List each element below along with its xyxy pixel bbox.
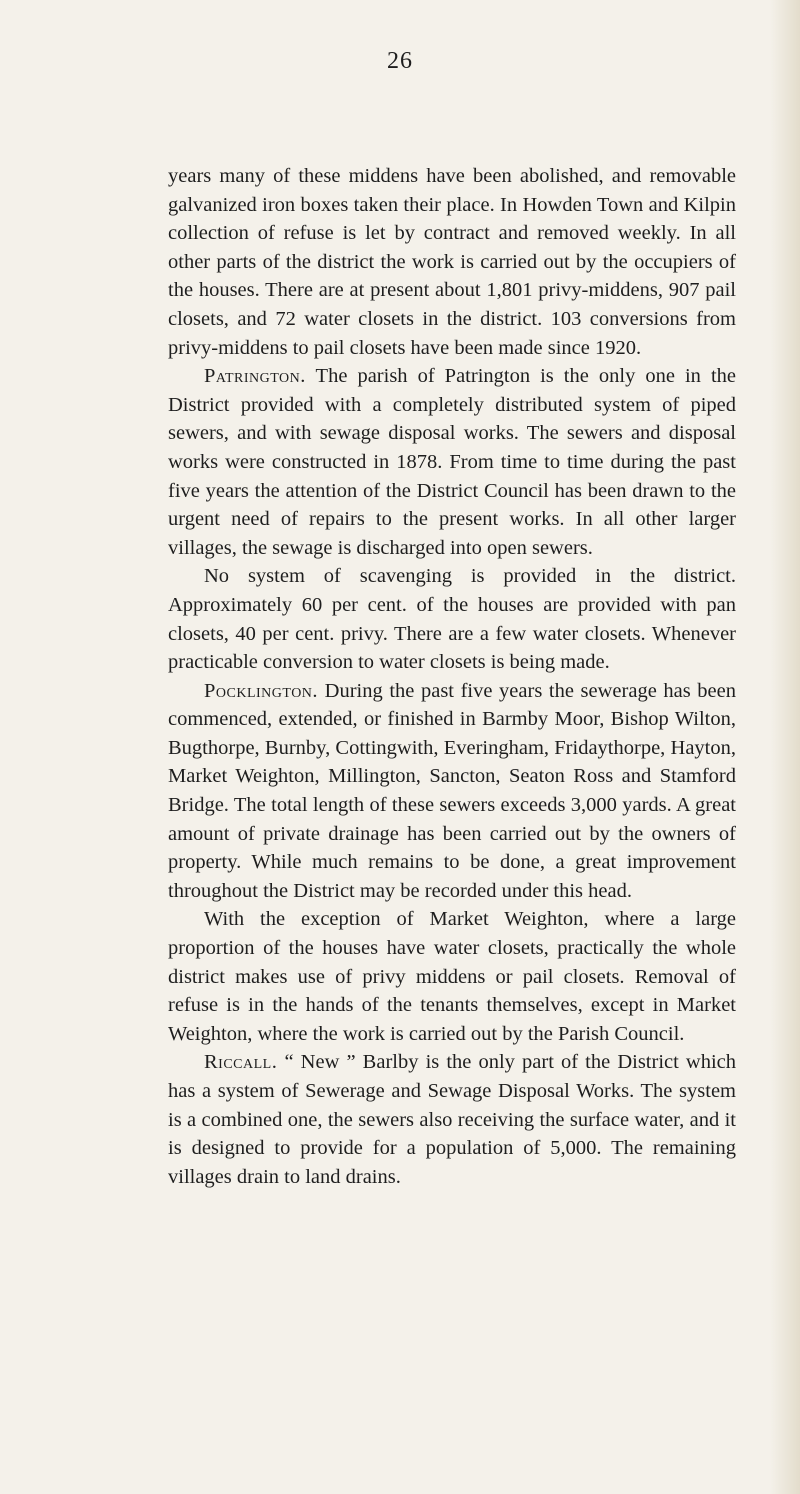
paragraph-market-weighton [168,905,736,1048]
paragraph-riccall [168,1048,736,1191]
paragraph-scavenging [168,562,736,676]
section-heading-riccall: Riccall. [204,1051,278,1074]
paragraph-howden-continued [168,162,736,362]
paragraph-text: With the exception of Market Weighton, where a large proportion of the houses have water closets, practically the whole district makes use of privy middens or pail closets. Removal of refuse is in the hands of the tenants themselves, except in Market Weighton, where the work is carried out by the Parish Council. [168,908,736,1045]
paragraph-text: years many of these middens have been abolished, and removable galvanized iron boxes taken their place. In Howden Town and Kilpin collection of refuse is let by contract and removed weekly. In all other parts of the district the work is carried out by the occupiers of the houses. There are at present about 1,801 privy-middens, 907 pail closets, and 72 water closets in the district. 103 conversions from privy-middens to pail closets have been made since 1920. [168,165,736,359]
paragraph-patrington [168,362,736,562]
section-heading-patrington: Patrington. [204,365,306,388]
body-text [168,162,736,1191]
section-heading-pocklington: Pocklington. [204,679,319,702]
page-number: 26 [387,48,413,74]
paragraph-pocklington [168,677,736,906]
paragraph-text: “ New ” Barlby is the only part of the District which has a system of Sewerage and Sewage Disposal Works. The system is a combined one, the sewers also receiving the surface water, and it is designed to provide for a population of 5,000. The remaining villages drain to land drains. [168,1051,737,1188]
paragraph-text: The parish of Patrington is the only one in the District provided with a completely distributed system of piped sewers, and with sewage disposal works. The sewers and disposal works were constructed in 1878. From time to time during the past five years the attention of the District Council has been drawn to the urgent need of repairs to the present works. In all other larger villages, the sewage is discharged into open sewers. [168,365,736,559]
page-edge-shadow [770,0,800,1494]
paragraph-text: No system of scavenging is provided in the district. Approximately 60 per cent. of the houses are provided with pan closets, 40 per cent. privy. There are a few water closets. Whenever practicable conversion to water closets is being made. [168,565,736,674]
paragraph-text: During the past five years the sewerage has been commenced, extended, or finished in Barmby Moor, Bishop Wilton, Bugthorpe, Burnby, Cottingwith, Everingham, Fridaythorpe, Hayton, Market Weighton, Millington, Sancton, Seaton Ross and Stamford Bridge. The total length of these sewers exceeds 3,000 yards. A great amount of private drainage has been carried out by the owners of property. While much remains to be done, a great improvement throughout the District may be recorded under this head. [168,679,737,902]
